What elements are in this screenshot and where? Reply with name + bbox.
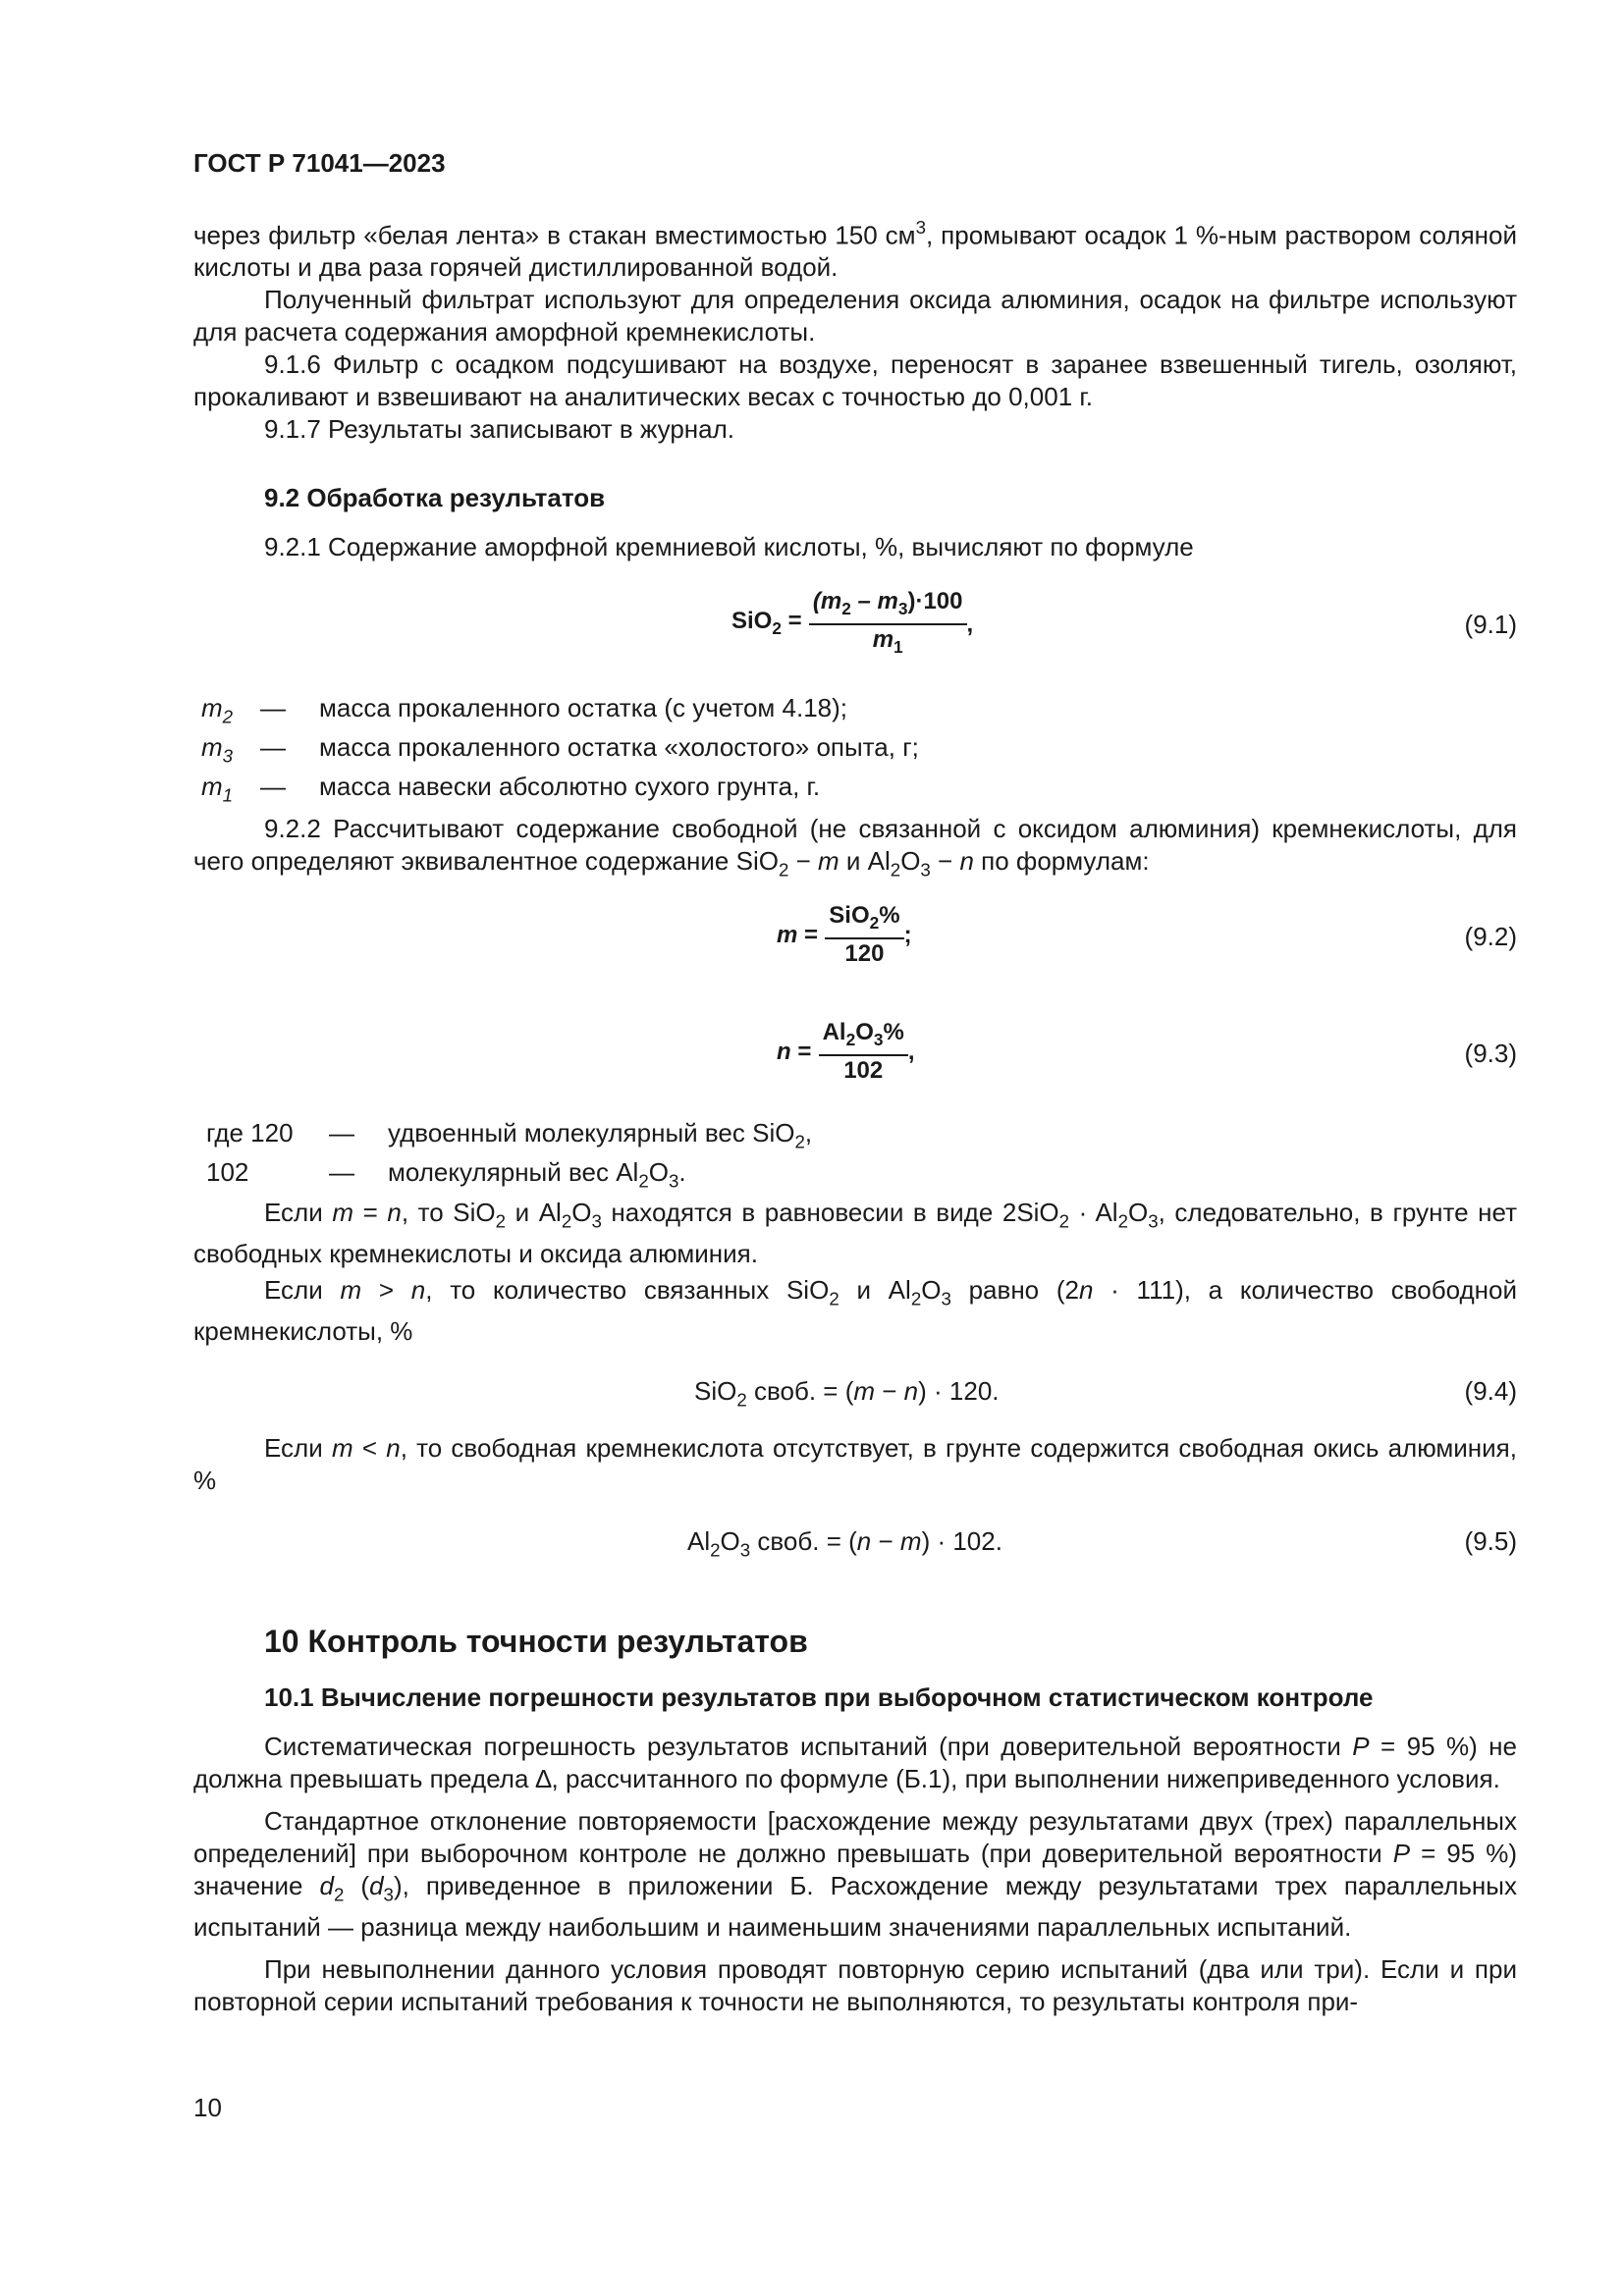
formula-9-1: SiO$_2$ = $\frac{(m_2 - m_3)\cdot 100}{m_1}$ , (9.1) <box>193 587 1517 666</box>
formula-fraction: $\frac{SiO_2\%}{120}$ <box>825 901 903 969</box>
formula-number: (9.5) <box>1464 1526 1517 1556</box>
paragraph: Полученный фильтрат используют для определения оксида алюминия, осадок на фильтре используют для расчета содержания аморфной кремнекислоты. <box>193 285 1517 347</box>
paragraph: 9.1.6 Фильтр с осадком подсушивают на воздухе, переносят в заранее взвешенный тигель, озоляют, прокаливают и взвешивают на аналитических весах с точностью до 0,001 г. <box>193 349 1517 412</box>
formula-lhs: SiO$_2$ = <box>731 607 802 638</box>
paragraph: Если m < n, то свободная кремнекислота отсутствует, в грунте содержится свободная окись алюминия, % <box>193 1433 1517 1495</box>
document-header: ГОСТ Р 71041—2023 <box>193 148 446 178</box>
formula-9-5: $Al_2O_3$ своб. = (n − m) · 102. (9.5) <box>193 1522 1517 1561</box>
subsection-heading: 9.2 Обработка результатов <box>264 483 606 512</box>
formula-9-4: SiO$_2$ своб. = (m − n) · 120. (9.4) <box>193 1371 1517 1411</box>
document-page: ГОСТ Р 71041—2023 через фильтр «белая лента» в стакан вместимостью 150 $см^3$, промывают осадок 1 %-ным раствором соляной кислоты и два раза горячей дистиллированной водой. Полученный фильтрат используют для определения оксида алюминия, осадок на фильтре используют для расчета содержания аморфной кремнекислоты. 9.1.6 Фильтр с осадком подсушивают на воздухе, переносят в заранее взвешенный тигель, озоляют, прокаливают и взвешивают на аналитических весах с точностью до 0,001 г. 9.1.7 Результаты записывают в журнал. 9.2 Обработка результатов 9.2.1 Содержание аморфной кремниевой кислоты, %, вычисляют по формуле SiO$_2$ = $\frac{(m_2 - m_3)\cdot 100}{m_1}$ , (9.1) $m_2$ — масса прокаленного остатка (с учетом 4.18); $m_3$ — масса прокаленного остатка «холостого» опыта, г; $m_1$ — масса навески абсолютно сухого грунта, г. 9.2.2 Рассчитывают содержание свободной (не связанной с оксидом алюминия) кремнекислоты, для чего определяют эквивалентное содержание SiO$_2$ − m и $Al_2O_3 - n$ по формулам: m = $\frac{SiO_2\%}{120}$ ; (9.2) n = $\frac{Al_2O_3\%}{102}$ , (9.3) где 120 — удвоенный молекулярный вес SiO$_2$, 102 — молекулярный вес $Al_2O_3$. Если m = n, то SiO$_2$ и $Al_2O_3$ находятся в равновесии в виде $2SiO_2 \cdot Al_2O_3$, следовательно, в грунте нет свободных кремнекислоты и оксида алюминия. Если m > n, то количество связанных SiO$_2$ и $Al_2O_3$ равно (2n · 111), а количество свободной кремнекислоты, % SiO$_2$ своб. = (m − n) · 120. (9.4) Если m < n, то свободная кремнекислота отсутствует, в грунте содержится свободная окись алюминия, % $Al_2O_3$ своб. = (n − m) · 102. (9.5) 10 Контроль точности результатов 10.1 Вычисление погрешности результатов при выборочном статистическом контроле Систематическая погрешность результатов испытаний (при доверительной вероятности P = 95 %) не должна превышать предела ∆, рассчитанного по формуле (Б.1), при выполнении нижеприведенного условия. Стандартное отклонение повторяемости [расхождение между результатами двух (трех) параллельных определений] при выборочном контроле не должно превышать (при доверительной вероятности P = 95 %) значение $d_2$ $(d_3)$, приведенное в приложении Б. Расхождение между результатами трех параллельных испытаний — разница между наибольшим и наименьшим значениями параллельных испытаний. При невыполнении данного условия проводят повторную серию испытаний (два или три). Если и при повторной серии испытаний требования к точности не выполняются, то результаты контроля при- 10 <box>193 148 1518 2122</box>
paragraph: Если m > n, то количество связанных SiO$_2$ и $Al_2O_3$ равно (2n · 111), а количество свободной кремнекислоты, % <box>193 1275 1517 1346</box>
paragraph: Если m = n, то SiO$_2$ и $Al_2O_3$ находятся в равновесии в виде $2SiO_2 \cdot Al_2O_3$, следовательно, в грунте нет свободных кремнекислоты и оксида алюминия. <box>193 1198 1517 1268</box>
subsection-heading: 10.1 Вычисление погрешности результатов при выборочном статистическом контроле <box>264 1682 1374 1712</box>
formula-number: (9.4) <box>1464 1376 1517 1406</box>
formula-9-3: n = $\frac{Al_2O_3\%}{102}$ , (9.3) <box>777 1019 1517 1085</box>
paragraph: Систематическая погрешность результатов испытаний (при доверительной вероятности P = 95 %) не должна превышать предела ∆, рассчитанного по формуле (Б.1), при выполнении нижеприведенного условия. <box>193 1732 1518 1793</box>
formula-number: (9.2) <box>1464 922 1517 951</box>
formula-number: (9.3) <box>1464 1039 1517 1068</box>
formula-fraction: $\frac{Al_2O_3\%}{102}$ <box>819 1018 908 1086</box>
paragraph: Стандартное отклонение повторяемости [расхождение между результатами двух (трех) параллельных определений] при выборочном контроле не должно превышать (при доверительной вероятности P = 95 %) значение $d_2$ $(d_3)$, приведенное в приложении Б. Расхождение между результатами трех параллельных испытаний — разница между наибольшим и наименьшим значениями параллельных испытаний. <box>193 1806 1517 1942</box>
paragraph: 9.2.2 Рассчитывают содержание свободной (не связанной с оксидом алюминия) кремнекислоты, для чего определяют эквивалентное содержание SiO$_2$ − m и $Al_2O_3 - n$ по формулам: <box>193 814 1517 881</box>
section-heading: 10 Контроль точности результатов <box>264 1624 808 1659</box>
formula-fraction: $\frac{(m_2 - m_3)\cdot 100}{m_1}$ <box>809 587 967 662</box>
formula-number: (9.1) <box>1464 610 1517 639</box>
paragraph: через фильтр «белая лента» в стакан вместимостью 150 $см^3$, промывают осадок 1 %-ным раствором соляной кислоты и два раза горячей дистиллированной водой. <box>193 217 1517 283</box>
section-9-text <box>193 211 1517 446</box>
paragraph: При невыполнении данного условия проводят повторную серию испытаний (два или три). Если и при повторной серии испытаний требования к точности не выполняются, то результаты контроля при- <box>193 1953 1517 2016</box>
paragraph: 9.1.7 Результаты записывают в журнал. <box>264 414 735 445</box>
page-number: 10 <box>193 2093 222 2122</box>
paragraph: 9.2.1 Содержание аморфной кремниевой кислоты, %, вычисляют по формуле <box>264 532 1194 561</box>
section-10-text <box>193 1731 1517 2018</box>
formula-9-2: m = $\frac{SiO_2\%}{120}$ ; (9.2) <box>777 902 1517 968</box>
